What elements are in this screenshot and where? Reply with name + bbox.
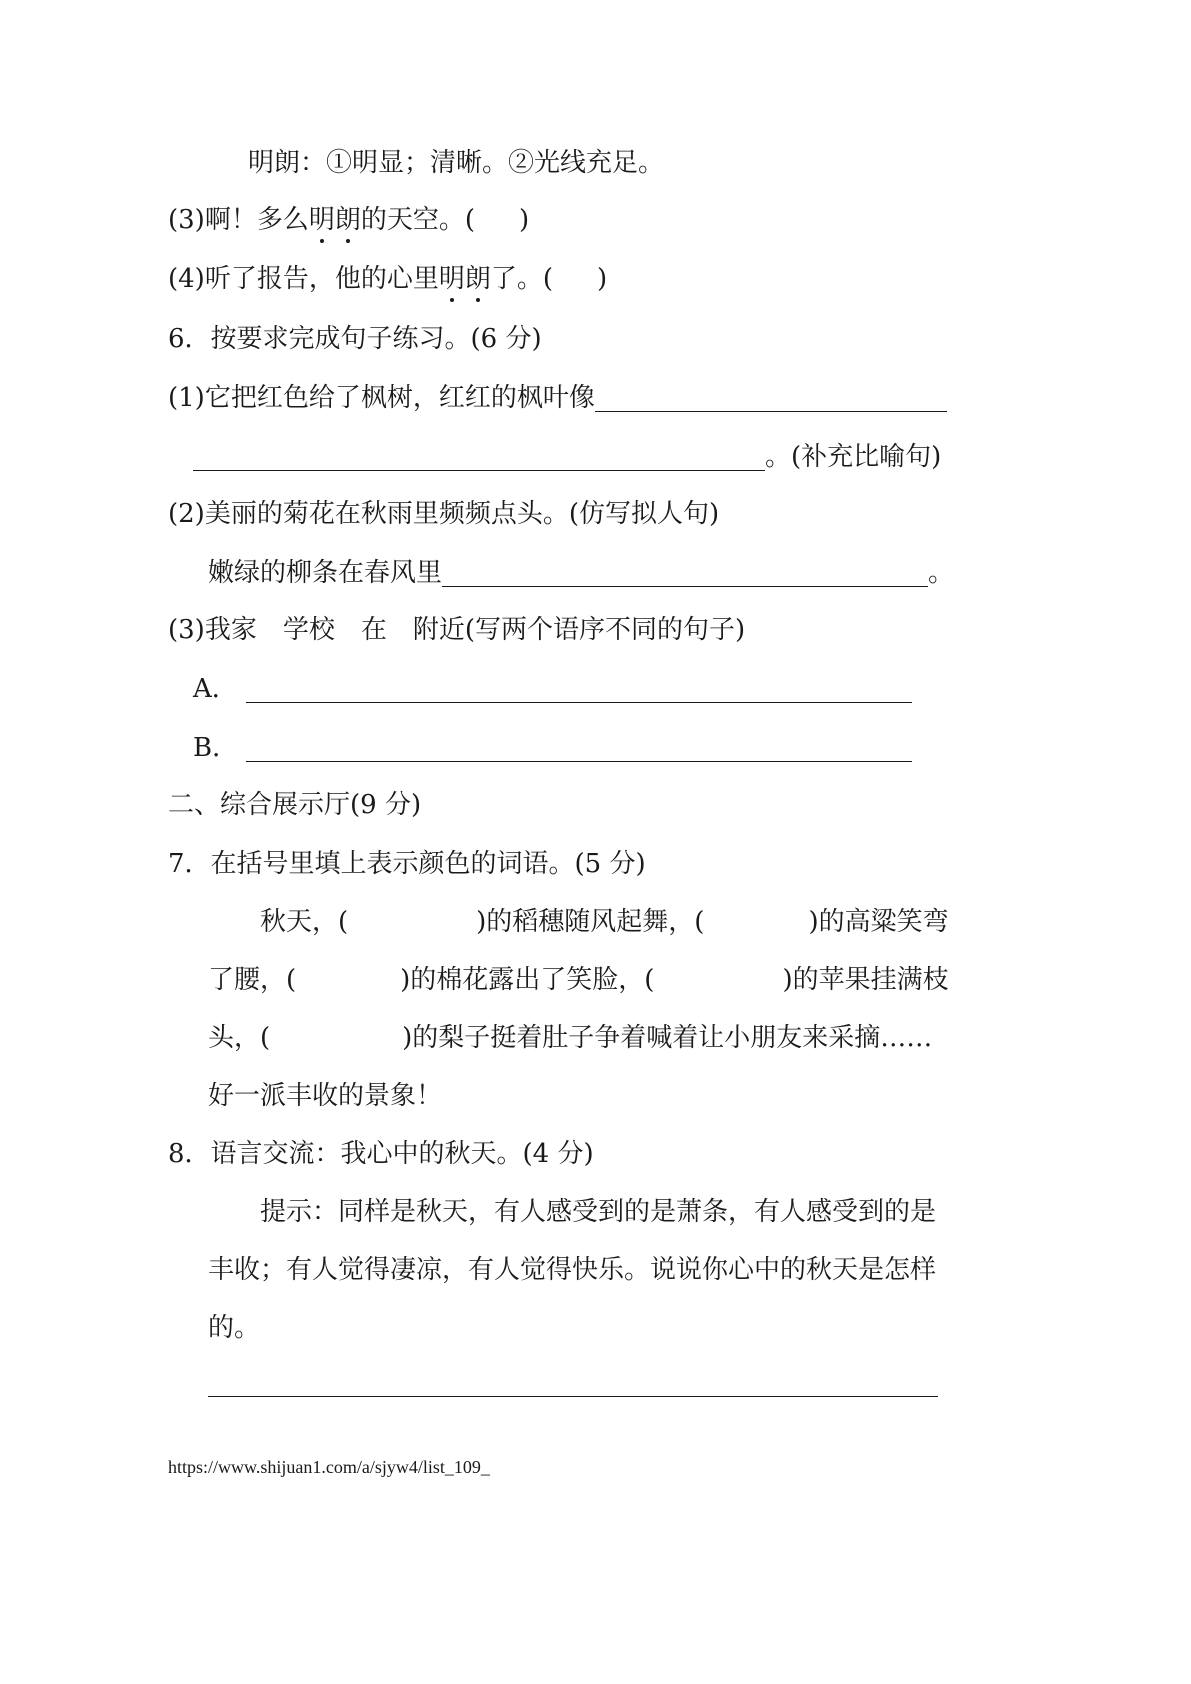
q6-option-a xyxy=(193,672,912,706)
q6-title-text: 6．按要求完成句子练习。(6 分) xyxy=(168,324,542,354)
q7-line-4 xyxy=(208,1079,442,1113)
q6-item-1-blank-1[interactable] xyxy=(595,385,947,412)
q5-item-4-target xyxy=(439,264,491,294)
q8-title xyxy=(168,1137,594,1171)
q6-option-a-label: A． xyxy=(193,674,238,704)
q5-item-3-close: ) xyxy=(519,205,530,235)
section-2-title-text: 二、综合展示厅(9 分) xyxy=(168,790,422,820)
q7-line-1-a: 秋天，( xyxy=(260,907,349,937)
q6-item-2-blank[interactable] xyxy=(442,560,928,587)
q6-option-b-blank[interactable] xyxy=(246,735,912,762)
q8-hint-1 xyxy=(260,1195,936,1229)
q8-answer-line[interactable] xyxy=(208,1396,938,1397)
q6-option-b-label: B． xyxy=(193,733,239,763)
q7-title xyxy=(168,847,646,881)
q8-hint-3 xyxy=(208,1311,260,1345)
q5-item-4-prefix: (4)听了报告，他的心里 xyxy=(168,264,439,294)
q5-item-3-prefix: (3)啊！多么 xyxy=(168,205,309,235)
q5-item-4-close: ) xyxy=(597,264,608,294)
section-2-title xyxy=(168,788,421,822)
q7-line-1-b: )的稻穗随风起舞，( xyxy=(476,907,705,937)
emphasis-char: 朗 xyxy=(464,264,491,294)
q5-item-3-suffix: 的天空。( xyxy=(360,205,476,235)
q5-item-3 xyxy=(168,203,529,237)
q6-item-2-text: (2)美丽的菊花在秋雨里频频点头。(仿写拟人句) xyxy=(168,499,720,529)
q7-line-1-c: )的高粱笑弯 xyxy=(808,907,949,937)
q5-item-4-suffix: 了。( xyxy=(490,264,554,294)
q6-option-a-blank[interactable] xyxy=(246,676,912,703)
q8-hint-1-text: 提示：同样是秋天，有人感受到的是萧条，有人感受到的是 xyxy=(260,1197,937,1227)
footer-url xyxy=(168,1456,490,1478)
q8-hint-2-text: 丰收；有人觉得凄凉，有人觉得快乐。说说你心中的秋天是怎样 xyxy=(208,1255,937,1285)
q5-item-3-target xyxy=(309,205,361,235)
emphasis-char: 明 xyxy=(438,264,465,294)
q7-line-3 xyxy=(208,1021,932,1055)
q6-option-b xyxy=(193,731,912,765)
q7-title-text: 7．在括号里填上表示颜色的词语。(5 分) xyxy=(168,849,646,879)
q7-line-2-b: )的棉花露出了笑脸，( xyxy=(400,965,655,995)
q5-item-4 xyxy=(168,262,607,296)
footer-url-text: https://www.shijuan1.com/a/sjyw4/list_109_ xyxy=(168,1457,490,1477)
q6-item-2-end: 。 xyxy=(928,558,955,588)
q7-line-2-c: )的苹果挂满枝 xyxy=(782,965,949,995)
q8-title-text: 8．语言交流：我心中的秋天。(4 分) xyxy=(168,1139,594,1169)
q6-item-2 xyxy=(168,497,719,531)
definition-line xyxy=(248,146,664,180)
q7-line-3-b: )的梨子挺着肚子争着喊着让小朋友来采摘…… xyxy=(402,1023,933,1053)
q6-item-1-cont xyxy=(193,440,941,474)
emphasis-char: 朗 xyxy=(334,205,361,235)
q6-item-2-sentence xyxy=(208,556,954,590)
q7-line-2-a: 了腰，( xyxy=(208,965,297,995)
q7-line-2 xyxy=(208,963,949,997)
q8-hint-2 xyxy=(208,1253,936,1287)
q6-item-1-blank-2[interactable] xyxy=(193,444,765,471)
emphasis-char: 明 xyxy=(308,205,335,235)
q6-item-1-end: 。(补充比喻句) xyxy=(765,442,942,472)
q7-line-1 xyxy=(260,905,949,939)
q6-item-1 xyxy=(168,381,947,415)
q7-line-4-text: 好一派丰收的景象！ xyxy=(208,1081,443,1111)
q6-title xyxy=(168,322,542,356)
q7-line-3-a: 头，( xyxy=(208,1023,271,1053)
q8-hint-3-text: 的。 xyxy=(208,1313,261,1343)
q6-item-2-sentence-text: 嫩绿的柳条在春风里 xyxy=(208,558,443,588)
q6-item-1-text: (1)它把红色给了枫树，红红的枫叶像 xyxy=(168,383,595,413)
q6-item-3-text: (3)我家 学校 在 附近(写两个语序不同的句子) xyxy=(168,615,746,645)
q6-item-3 xyxy=(168,613,745,647)
definition-text: 明朗：①明显；清晰。②光线充足。 xyxy=(248,148,665,178)
